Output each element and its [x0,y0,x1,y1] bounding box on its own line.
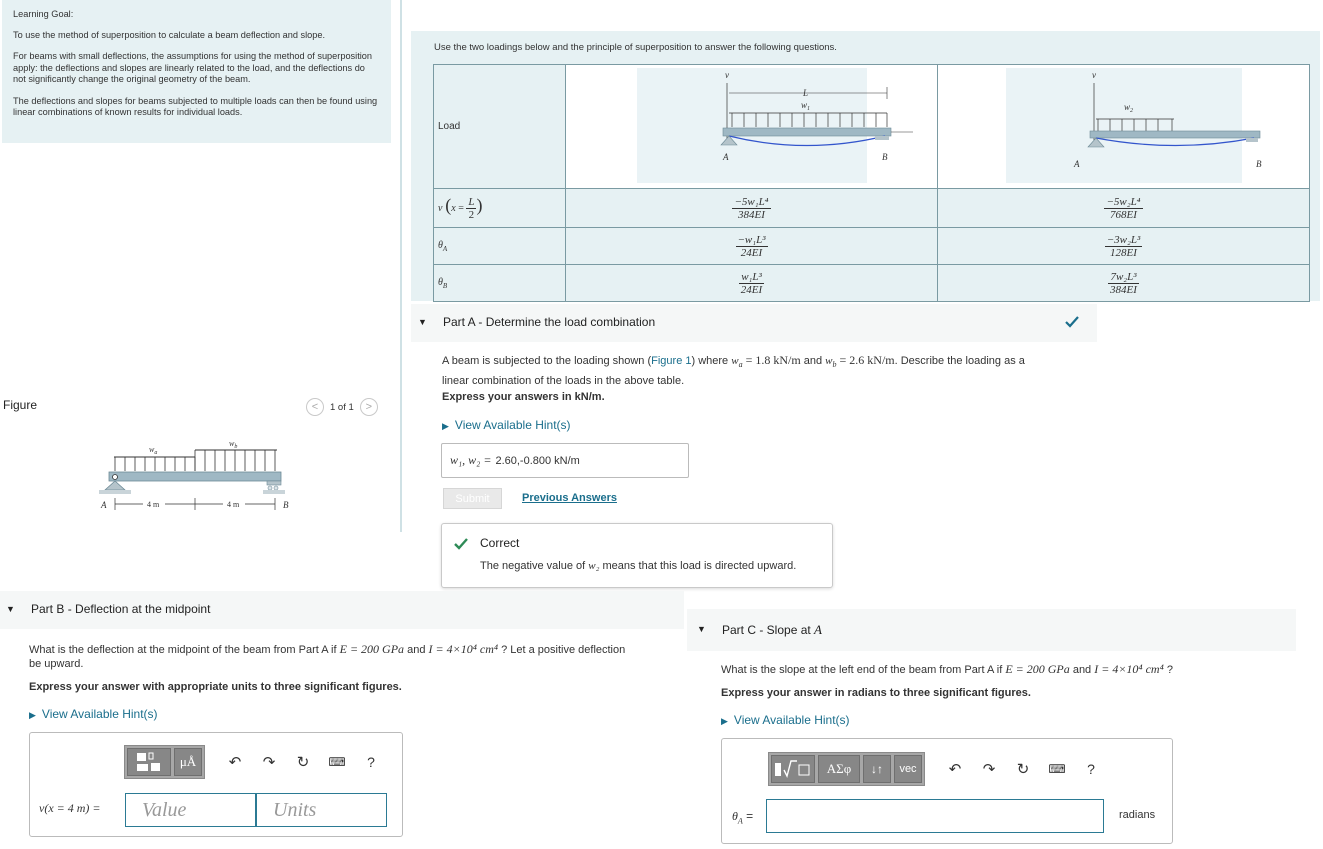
svg-text:w1: $w_1$ [800,100,810,112]
partC-answer-box [721,738,1173,844]
table-row-thetaA [434,228,1310,265]
next-figure-button[interactable]: > [360,398,378,416]
span1-label: 4 m [147,500,160,509]
partA-answer-value: 2.60,-0.800 kN/m [495,454,580,467]
table-row-thetaB [434,265,1310,302]
template-icon[interactable] [127,748,171,776]
svg-text:B: B [1255,159,1261,169]
radians-units-label: radians [1119,809,1156,821]
partB-toolbar [124,745,383,779]
load-case-1 [566,65,938,189]
learning-goal-title: Learning Goal: [13,9,74,19]
table-intro: Use the two loadings below and the principle of superposition to answer the following questions. [434,42,837,53]
row-label-deflection: v (x = $\frac{L}{2}$ ) [434,189,566,228]
support-A-label: A [101,500,107,510]
wb-label: $w_b$ [229,439,238,450]
partA-feedback-box [441,523,833,588]
figure-counter: 1 of 1 [330,401,354,413]
partC-input-label: $\theta_A$ = [732,809,754,826]
reset-icon[interactable]: ↻ [296,754,310,771]
figure-label: Figure [3,398,38,412]
wa-load-arrows [115,457,195,471]
figure-link[interactable]: Figure 1 [651,355,692,367]
sub-superscript-button[interactable]: ↓↑ [863,755,891,783]
table-row-load [434,65,1310,189]
learning-goal-p2: For beams with small deflections, the assumptions for using the method of superposition apply: the deflections and slopes are linearly related to the load, and the deflections do not significantly change the original geometry of the beam. [13,51,373,84]
partB-header[interactable] [0,591,684,629]
case2-deflection: $\frac{\text{−5w₂L⁴}}{768EI}$ [938,189,1310,228]
case1-thetaA: $\frac{\text{−w₁L³}}{24EI}$ [566,228,938,265]
partA-hint-link[interactable]: ▶ View Available Hint(s) [442,418,571,432]
figure-pager [306,398,378,416]
case1-thetaB: $\frac{\text{w₁L³}}{24EI}$ [566,265,938,302]
wa-label: $w_a$ [149,445,158,456]
case1-deflection: $\frac{\text{−5w₁L⁴}}{384EI}$ [566,189,938,228]
partB-toolbar-group [124,745,205,779]
roller-support-B [267,481,281,485]
keyboard-icon[interactable]: ⌨ [1048,762,1066,776]
pin-support-A [105,481,125,490]
support-B-label: B [283,500,289,510]
row-label-thetaB: $\theta_B$ [434,265,566,302]
partC-header[interactable] [687,609,1296,651]
panel-divider [400,0,402,532]
svg-text:B: B [881,152,887,162]
redo-icon[interactable]: ↷ [982,761,996,778]
partB-instruction: Express your answer with appropriate units to three significant figures. [29,681,402,693]
partB-collapse-icon[interactable]: ▼ [6,604,15,614]
units-input[interactable]: Units [256,793,387,827]
undo-icon[interactable]: ↶ [228,754,242,771]
partC-question: What is the slope at the left end of the beam from Part A if E = 200 GPa and I = 4×10⁴ cm⁴ ? [721,662,1173,676]
units-mu-button[interactable]: μÅ [174,748,202,776]
partA-title: Part A - Determine the load combination [443,315,656,329]
svg-text:L: L [802,88,808,98]
row-label-thetaA: $\theta_A$ [434,228,566,265]
learning-goal-p3: The deflections and slopes for beams subjected to multiple loads can then be found using linear combinations of known results for individual loads. [13,95,378,117]
partA-collapse-icon[interactable]: ▼ [418,317,427,327]
partC-title: Part C - Slope at A [722,622,822,637]
partA-complete-check-icon [1064,315,1080,329]
partA-header[interactable] [411,304,1097,342]
partB-question: What is the deflection at the midpoint of the beam from Part A if E = 200 GPa and I = 4×10⁴ cm⁴ ? Let a positive deflection be upward. [29,642,626,670]
partC-instruction: Express your answer in radians to three significant figures. [721,687,1031,699]
case2-thetaA: $\frac{\text{−3w₂L³}}{128EI}$ [938,228,1310,265]
svg-text:w2: $w_2$ [1123,102,1133,114]
load-case-1-diagram [637,65,887,185]
wb-load-arrows [195,450,275,471]
template-sqrt-icon[interactable] [771,755,815,783]
learning-goal-p1: To use the method of superposition to calculate a beam deflection and slope. [13,29,326,40]
partB-answer-box [29,732,403,837]
load-case-2 [938,65,1310,189]
partA-submit-button[interactable]: Submit [443,488,502,509]
vector-button[interactable]: vec [894,755,922,783]
svg-text:v: v [724,70,729,80]
beam [109,472,281,481]
svg-text:A: A [722,152,728,162]
correct-feedback: The negative value of w₂ means that this load is directed upward. [480,560,797,572]
partA-instruction: Express your answers in kN/m. [442,391,605,403]
svg-text:v: v [1091,70,1096,80]
partC-hint-link[interactable]: ▶ View Available Hint(s) [721,713,850,727]
learning-goal-panel [2,0,391,143]
partB-title: Part B - Deflection at the midpoint [31,602,211,616]
prev-figure-button[interactable]: < [306,398,324,416]
span2-label: 4 m [227,500,240,509]
reset-icon[interactable]: ↻ [1016,761,1030,778]
partC-toolbar-group [768,752,925,786]
partC-toolbar [768,752,1103,786]
help-icon[interactable]: ? [1087,761,1095,777]
row-label-load: Load [434,65,566,189]
redo-icon[interactable]: ↷ [262,754,276,771]
case2-thetaB: $\frac{\text{7w₂L³}}{384EI}$ [938,265,1310,302]
help-icon[interactable]: ? [367,754,375,770]
previous-answers-link[interactable]: Previous Answers [522,492,617,504]
greek-symbols-button[interactable]: ΑΣφ [818,755,860,783]
load-case-2-diagram [1006,65,1261,185]
table-row-deflection [434,189,1310,228]
slope-input[interactable] [766,799,1104,833]
partB-hint-link[interactable]: ▶ View Available Hint(s) [29,707,158,721]
keyboard-icon[interactable]: ⌨ [328,755,346,769]
partB-input-label: v(x = 4 m) = [39,801,101,815]
correct-check-icon [454,538,468,550]
superposition-table [433,64,1310,302]
partC-collapse-icon[interactable]: ▼ [697,624,706,634]
correct-title: Correct [480,536,520,550]
svg-text:A: A [1073,159,1079,169]
value-input[interactable]: Value [125,793,256,827]
partA-answer-box [441,443,689,478]
undo-icon[interactable]: ↶ [948,761,962,778]
beam-figure[interactable] [95,432,295,516]
partA-answer-vars: w₁, w₂ = [450,453,492,467]
partA-description: A beam is subjected to the loading shown (Figure 1) where $w_a = 1.8$ kN/m and $w_b = 2.6$ kN/m. Describe the loading as a linear combination of the loads in the above table. [442,353,1025,388]
